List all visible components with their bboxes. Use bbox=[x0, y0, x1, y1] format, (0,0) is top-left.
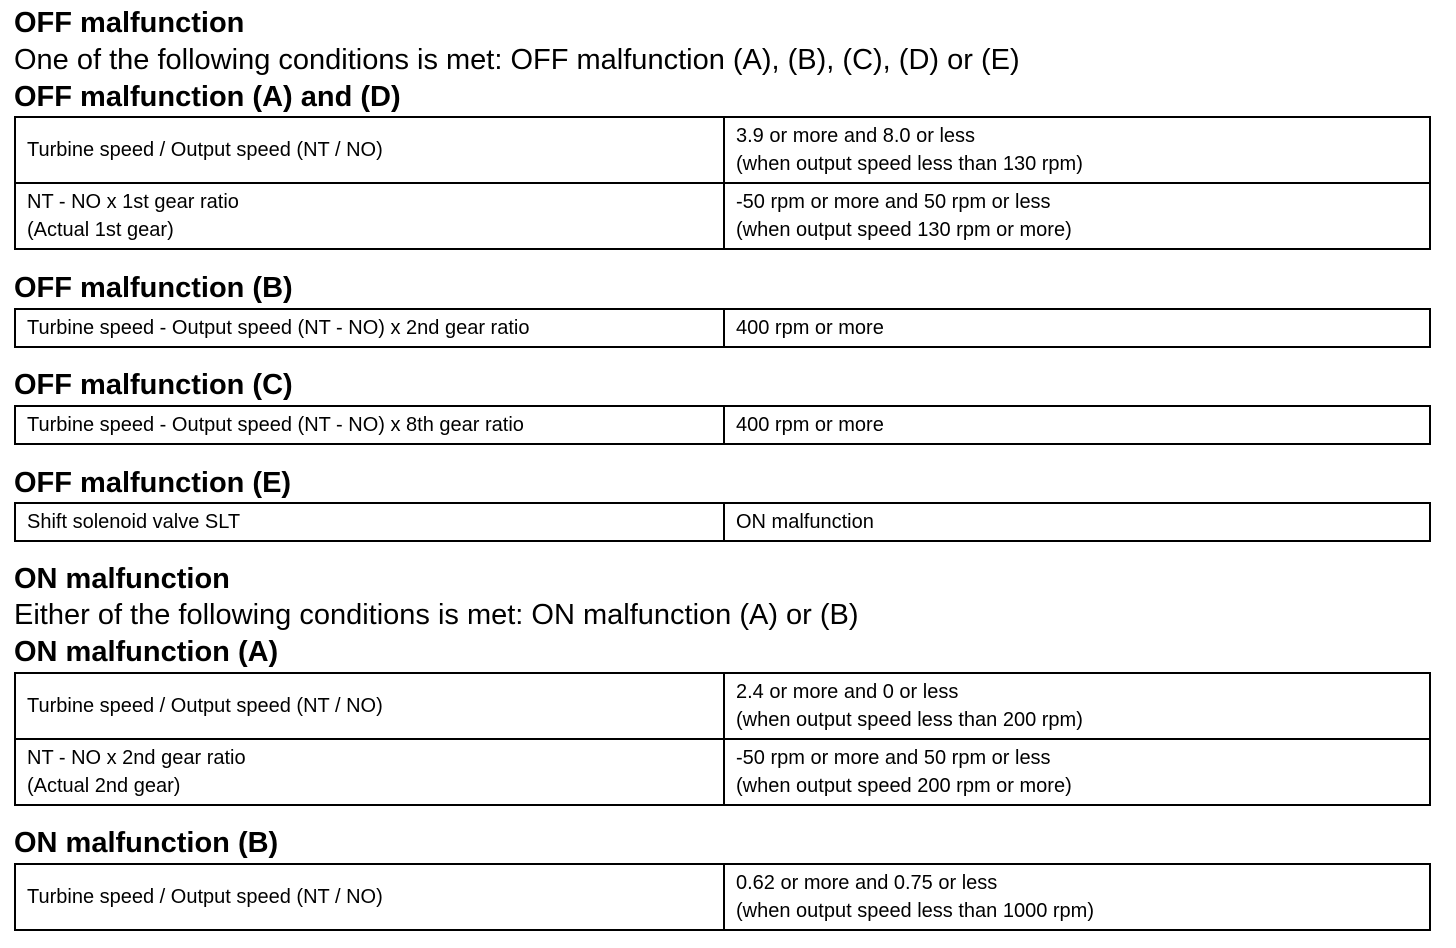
condition-text: ON malfunction bbox=[736, 511, 874, 533]
condition-text: 3.9 or more and 8.0 or less bbox=[736, 125, 976, 147]
on-malfunction-b-title: ON malfunction (B) bbox=[14, 827, 279, 859]
on-malfunction-a-table bbox=[14, 672, 1431, 806]
table-row bbox=[15, 309, 1430, 347]
param-note: (Actual 2nd gear) bbox=[27, 775, 181, 797]
off-malfunction-e-table bbox=[14, 502, 1431, 542]
param-cell bbox=[15, 864, 724, 930]
param-cell bbox=[15, 309, 724, 347]
off-malfunction-ad-title: OFF malfunction (A) and (D) bbox=[14, 81, 401, 113]
condition-cell bbox=[724, 673, 1430, 739]
off-malfunction-intro: One of the following conditions is met: OFF malfunction (A), (B), (C), (D) or (E) bbox=[14, 44, 1020, 76]
table-row bbox=[15, 406, 1430, 444]
off-malfunction-c-table bbox=[14, 405, 1431, 445]
off-malfunction-ad-table bbox=[14, 116, 1431, 250]
param-cell bbox=[15, 117, 724, 183]
param-text: Turbine speed / Output speed (NT / NO) bbox=[27, 139, 383, 161]
param-text: NT - NO x 1st gear ratio bbox=[27, 191, 239, 213]
on-malfunction-b-table bbox=[14, 863, 1431, 931]
condition-note: (when output speed 130 rpm or more) bbox=[736, 219, 1072, 241]
on-malfunction-a-title: ON malfunction (A) bbox=[14, 636, 279, 668]
condition-text: 0.62 or more and 0.75 or less bbox=[736, 872, 998, 894]
condition-text: 2.4 or more and 0 or less bbox=[736, 681, 959, 703]
param-cell bbox=[15, 739, 724, 805]
table-row bbox=[15, 117, 1430, 183]
condition-note: (when output speed less than 130 rpm) bbox=[736, 153, 1083, 175]
param-note: (Actual 1st gear) bbox=[27, 219, 174, 241]
on-malfunction-intro: Either of the following conditions is met: ON malfunction (A) or (B) bbox=[14, 599, 859, 631]
param-cell bbox=[15, 673, 724, 739]
param-text: Turbine speed - Output speed (NT - NO) x 8th gear ratio bbox=[27, 414, 524, 436]
off-malfunction-b-table bbox=[14, 308, 1431, 348]
condition-cell bbox=[724, 117, 1430, 183]
param-cell bbox=[15, 406, 724, 444]
param-cell bbox=[15, 503, 724, 541]
condition-cell bbox=[724, 739, 1430, 805]
table-row bbox=[15, 864, 1430, 930]
condition-cell bbox=[724, 406, 1430, 444]
on-malfunction-title: ON malfunction bbox=[14, 563, 230, 595]
off-malfunction-e-title: OFF malfunction (E) bbox=[14, 467, 292, 499]
off-malfunction-b-title: OFF malfunction (B) bbox=[14, 272, 293, 304]
table-row bbox=[15, 503, 1430, 541]
param-text: Turbine speed / Output speed (NT / NO) bbox=[27, 886, 383, 908]
param-text: Turbine speed - Output speed (NT - NO) x 2nd gear ratio bbox=[27, 317, 530, 339]
condition-text: 400 rpm or more bbox=[736, 414, 884, 436]
param-text: NT - NO x 2nd gear ratio bbox=[27, 747, 246, 769]
condition-cell bbox=[724, 864, 1430, 930]
condition-note: (when output speed less than 1000 rpm) bbox=[736, 900, 1094, 922]
param-cell bbox=[15, 183, 724, 249]
condition-cell bbox=[724, 183, 1430, 249]
condition-note: (when output speed 200 rpm or more) bbox=[736, 775, 1072, 797]
condition-note: (when output speed less than 200 rpm) bbox=[736, 709, 1083, 731]
condition-cell bbox=[724, 309, 1430, 347]
condition-text: -50 rpm or more and 50 rpm or less bbox=[736, 747, 1051, 769]
param-text: Shift solenoid valve SLT bbox=[27, 511, 241, 533]
condition-cell bbox=[724, 503, 1430, 541]
table-row bbox=[15, 183, 1430, 249]
table-row bbox=[15, 739, 1430, 805]
off-malfunction-title: OFF malfunction bbox=[14, 7, 245, 39]
param-text: Turbine speed / Output speed (NT / NO) bbox=[27, 695, 383, 717]
condition-text: -50 rpm or more and 50 rpm or less bbox=[736, 191, 1051, 213]
table-row bbox=[15, 673, 1430, 739]
condition-text: 400 rpm or more bbox=[736, 317, 884, 339]
off-malfunction-c-title: OFF malfunction (C) bbox=[14, 369, 293, 401]
